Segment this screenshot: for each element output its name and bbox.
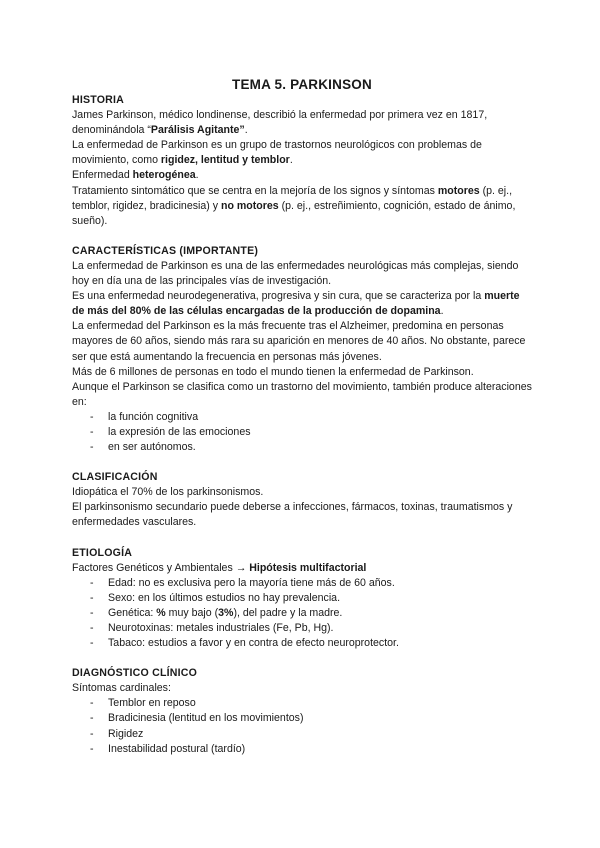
bold-text: motores <box>437 184 480 197</box>
list-item: - Neurotoxinas: metales industriales (Fe, Pb, Hg). <box>90 621 532 636</box>
caracteristicas-paragraph-1: La enfermedad de Parkinson es una de las enfermedades neurológicas más complejas, siendo hoy en día una de las principales vías de investigación. <box>72 259 519 288</box>
section-heading-diagnostico: DIAGNÓSTICO CLÍNICO <box>72 667 198 680</box>
clasificacion-paragraph-2: El parkinsonismo secundario puede deberse a infecciones, fármacos, toxinas, traumatismos y enfermedades vasculares. <box>72 501 513 529</box>
section-spacer <box>72 651 532 666</box>
section-spacer <box>72 531 532 546</box>
bold-text: heterogénea <box>132 169 196 182</box>
diagnostico-list <box>72 696 532 756</box>
caracteristicas-paragraph-2: Es una enfermedad neurodegenerativa, progresiva y sin cura, que se caracteriza por la muerte de más del 80% de las células encargadas de la producción de dopamina. <box>72 290 520 318</box>
clasificacion-paragraph-1: Idiopática el 70% de los parkinsonismos. <box>72 486 264 499</box>
historia-paragraph-1: James Parkinson, médico londinense, describió la enfermedad por primera vez en 1817, denominándola “Parálisis Agitante”. <box>72 109 488 137</box>
bold-text: 3% <box>218 606 234 619</box>
bold-text: no motores <box>220 199 279 212</box>
list-item: - la expresión de las emociones <box>90 425 532 440</box>
list-item: - en ser autónomos. <box>90 440 532 455</box>
page-title: TEMA 5. PARKINSON <box>232 77 372 92</box>
diagnostico-paragraph-1: Síntomas cardinales: <box>72 682 171 695</box>
section-heading-caracteristicas: CARACTERÍSTICAS (IMPORTANTE) <box>72 244 259 257</box>
list-item: - Rigidez <box>90 727 532 742</box>
section-spacer <box>72 229 532 244</box>
historia-paragraph-2: La enfermedad de Parkinson es un grupo de trastornos neurológicos con problemas de movimiento, como rigidez, lentitud y temblor. <box>72 139 482 167</box>
bold-text: Parálisis Agitante” <box>150 124 245 137</box>
etiologia-list <box>72 576 532 651</box>
historia-paragraph-3: Enfermedad heterogénea. <box>72 169 199 182</box>
list-item: - Tabaco: estudios a favor y en contra de efecto neuroprotector. <box>90 636 532 651</box>
section-heading-etiologia: ETIOLOGÍA <box>72 546 133 559</box>
list-item: - Bradicinesia (lentitud en los movimientos) <box>90 711 532 726</box>
caracteristicas-paragraph-3: La enfermedad del Parkinson es la más frecuente tras el Alzheimer, predomina en personas mayores de 60 años, siendo más rara su aparición en menores de 40 años. No obstante, parece ser que está aumentando la frecuencia en personas más jóvenes. <box>72 320 526 363</box>
etiologia-paragraph-1: Factores Genéticos y Ambientales → Hipótesis multifactorial <box>72 561 367 574</box>
list-item: - Temblor en reposo <box>90 696 532 711</box>
section-heading-historia: HISTORIA <box>72 94 125 106</box>
caracteristicas-paragraph-5: Aunque el Parkinson se clasifica como un trastorno del movimiento, también produce alteraciones en: <box>72 380 532 408</box>
bold-text: muerte de más del 80% de las células encargadas de la producción de dopamina <box>72 290 520 318</box>
section-heading-clasificacion: CLASIFICACIÓN <box>72 471 158 484</box>
list-item: - Genética: % muy bajo (3%), del padre y la madre. <box>90 606 532 621</box>
caracteristicas-paragraph-4: Más de 6 millones de personas en todo el mundo tienen la enfermedad de Parkinson. <box>72 365 474 378</box>
list-item: - la función cognitiva <box>90 410 532 425</box>
bold-text: % <box>156 606 166 619</box>
historia-paragraph-4: Tratamiento sintomático que se centra en la mejoría de los signos y síntomas motores (p. ej., temblor, rigidez, bradicinesia) y no motores (p. ej., estreñimiento, cognición, estado de ánimo, sueño). <box>72 184 516 227</box>
caracteristicas-list <box>72 410 532 455</box>
document-page <box>72 76 532 757</box>
list-item: - Sexo: en los últimos estudios no hay prevalencia. <box>90 591 532 606</box>
bold-text: Hipótesis multifactorial <box>249 561 367 574</box>
bold-text: rigidez, lentitud y temblor <box>160 154 290 167</box>
list-item: - Edad: no es exclusiva pero la mayoría tiene más de 60 años. <box>90 576 532 591</box>
section-spacer <box>72 455 532 470</box>
list-item: - Inestabilidad postural (tardío) <box>90 742 532 757</box>
